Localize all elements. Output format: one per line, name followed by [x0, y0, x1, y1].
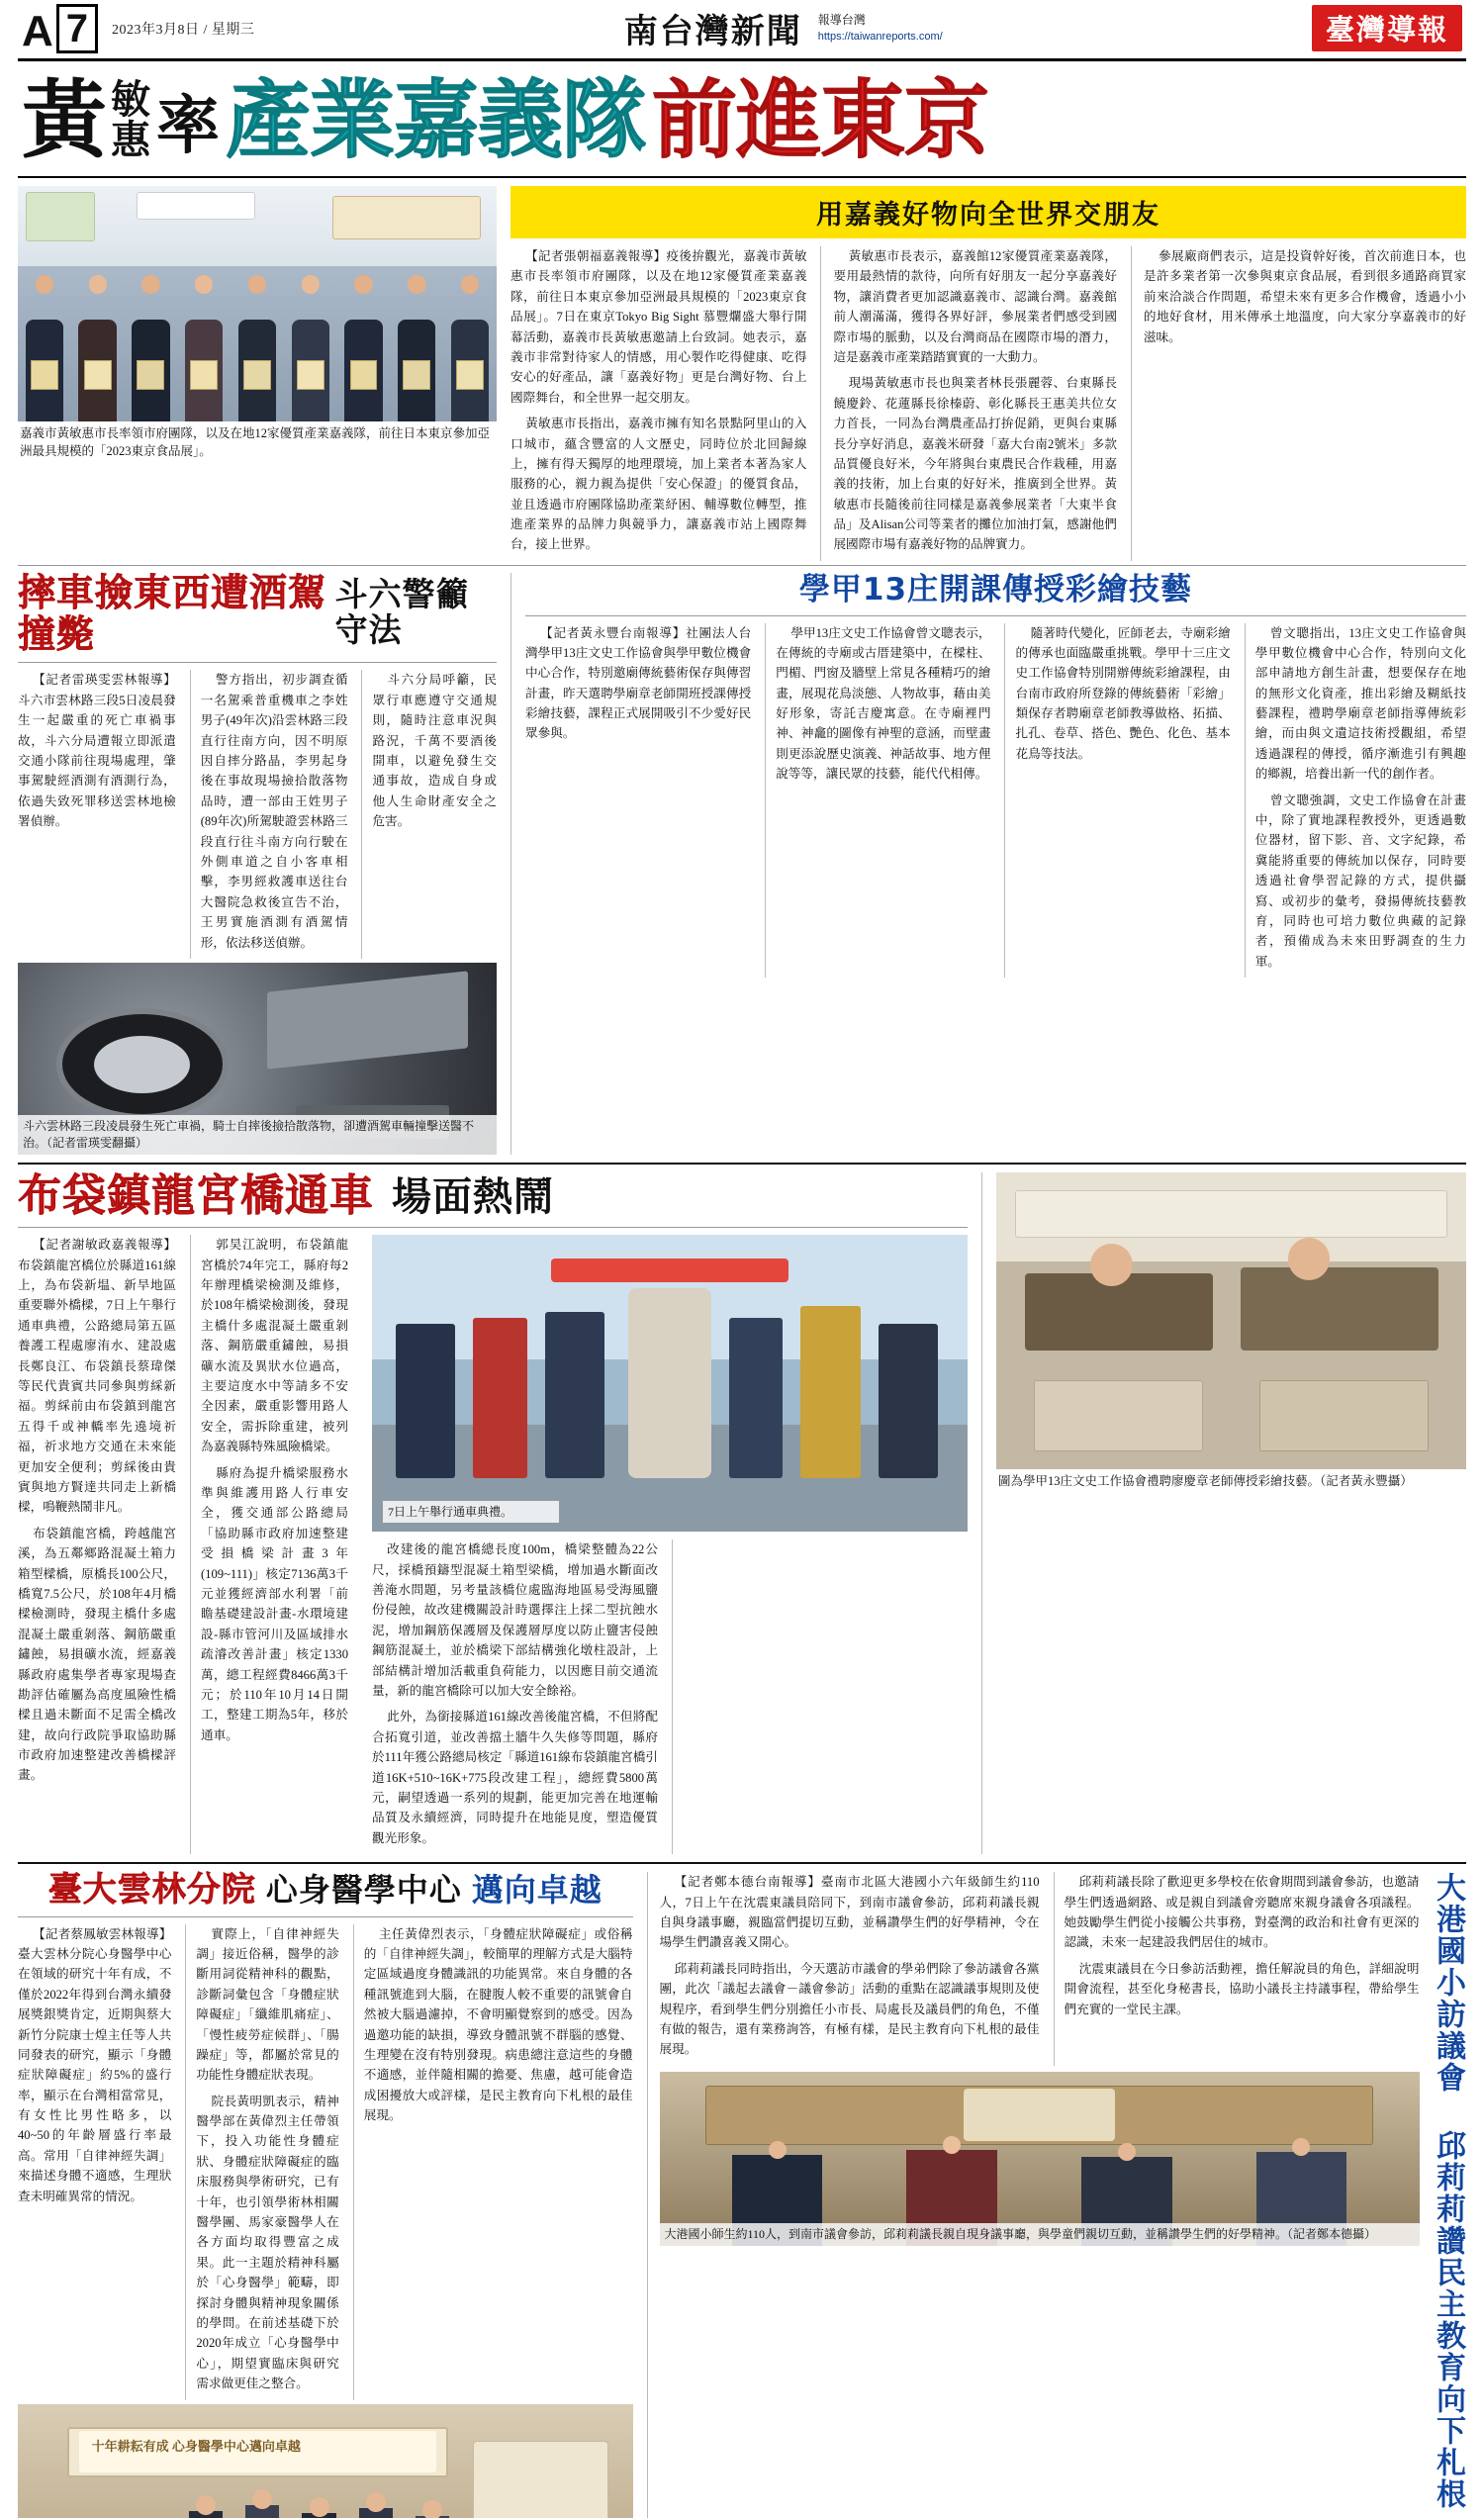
- bridge-paragraph: 布袋鎮龍宮橋，跨越龍宮溪，為五鄰鄉路混凝土箱力箱型樑橋，原橋長100公尺，橋寬7.5公尺，於108年4月橋樑檢測時，發現主橋什多處混凝土嚴重剝落、鋼筋嚴重鏽蝕，易損礦水流，經嘉義縣政府處集學者專家現場查勘評估確屬為高度風險性橋樑且過未斷面不足需全橋改建，故向行政院爭取協助縣市政府加速整建改善橋樑評畫。: [18, 1526, 176, 1783]
- bridge-column-4: [672, 1539, 968, 1854]
- school-column-1: [660, 1872, 1040, 2066]
- crash-photo-caption: 斗六雲林路三段凌晨發生死亡車禍，騎士自摔後撿拾散落物，卻遭酒駕車輛撞擊送醫不治。（記者雷瑛雯翻攝）: [18, 1115, 497, 1155]
- calligraphy-headline: 學甲13庄開課傳授彩繪技藝: [798, 571, 1193, 607]
- lead-paragraph: 黃敏惠市長表示，嘉義館12家優質產業嘉義隊，要用最熱情的款待，向所有好朋友一起分享嘉義好物，讓消費者更加認識嘉義市、認識台灣。嘉義館前人潮滿滿，獲得各界好評，參展業者們感受到國際市場的脈動，以及台灣商品在國際市場的潛力，這是嘉義市產業踏踏實實的一大動力。: [833, 249, 1117, 364]
- calligraphy-paragraph: 曾文聰強調，文史工作協會在計畫中，除了實地課程教授外，更透過數位器材，留下影、音、文字紀錄，希冀能將重要的傳統加以保存，同時要透過社會學習記錄的方式，提供攝寫、或初步的彙考，發揚傳統技藝教育，同時也可培力數位典藏的記錄者，預備成為未來田野調查的生力軍。: [1254, 793, 1466, 969]
- crash-photo: [18, 963, 497, 1155]
- issue-date: 2023年3月8日 / 星期三: [112, 22, 255, 38]
- ntu-paragraph: 【記者蔡鳳敏雲林報導】臺大雲林分院心身醫學中心在領域的研究十年有成，不僅於2022年得到台灣永續發展獎銀獎肯定，近期與蔡大新竹分院康士煌主任等人共同發表的研究，顯示「身體症狀障礙症」約5%的盛行率，顯示在台灣相當常見，有女性比男性略多，以40~50的年齡層盛行率最高。常用「自律神經失調」來描述身體不適感，生理狀查未明確異常的情況。: [18, 1926, 172, 2203]
- calligraphy-column-1: [525, 623, 751, 979]
- ntu-headline-black: 心身醫學中心: [265, 1871, 462, 1910]
- drunk-paragraph: 【記者雷瑛雯雲林報導】斗六市雲林路三段5日凌晨發生一起嚴重的死亡車禍事故，斗六分局遭報立即派遣交通小隊前往現場處理，肇事駕駛經酒測有酒測行為，依過失致死罪移送雲林地檢署偵辦。: [18, 673, 176, 829]
- calligraphy-story: [510, 573, 1466, 1155]
- bridge-paragraph: 郭昊江說明，布袋鎮龍宮橋於74年完工，縣府每2年辦理橋梁檢測及維修，於108年橋梁檢測後，發現主橋什多處混凝土嚴重剝落、鋼筋嚴重鏽蝕，易損礦水流及異狀水位過高，主要這度水中等請多不安全因素，嚴重影響用路人安全，需拆除重建，被列為嘉義縣特殊風險橋梁。: [201, 1238, 348, 1454]
- newspaper-logo: 臺灣導報: [1312, 5, 1462, 51]
- drunk-headline-black: 斗六警籲守法: [334, 574, 470, 650]
- calligraphy-paragraph: 曾文聰指出，13庄文史工作協會與學甲數位機會中心合作，特別向文化部申請地方創生計畫，想要保存在地的無形文化資產，推出彩繪及糊紙技藝課程，禮聘學廟章老師指導傳統彩繪，而由與文遺這技術授觀組，希望透過課程的傳授，循序漸進引有興趣的鄉親，培養出新一代的創作者。: [1254, 625, 1466, 782]
- ntu-column-1: [18, 1924, 171, 2400]
- bridge-paragraph: 縣府為提升橋梁服務水準與維護用路人行車安全，獲交通部公路總局「協助縣市政府加速整建受損橋梁計畫3年(109~111)」核定7136萬3千元並獲經濟部水利署「前瞻基礎建設計畫-水環境建設-縣市管河川及區域排水疏濬改善計畫」核定1330萬，總工程經費8466萬3千元；於110年10月14日開工，整建工期為5年，移於通車。: [201, 1465, 348, 1742]
- school-visit-headline: 大港國小訪議會 邱莉莉讚民主教育向下札根: [1431, 1872, 1465, 2511]
- bridge-row: [18, 1169, 1466, 1854]
- lead-photo-block: [18, 186, 497, 561]
- ntu-paragraph: 實際上，「自律神經失調」接近俗稱，醫學的診斷用詞從精神科的觀點，診斷詞彙包含「身體症狀障礙症」「纖維肌痛症」、「慢性疲勞症候群」、「腸躁症」等，都屬於常見的功能性身體症狀表現。: [196, 1926, 339, 2083]
- drunk-paragraph: 斗六分局呼籲，民眾行車應遵守交通規則，隨時注意車況與路況，千萬不要酒後開車，以避免發生交通事故，造成自身或他人生命財產安全之危害。: [372, 673, 497, 829]
- bridge-photo: [372, 1235, 968, 1532]
- ntu-paragraph: 主任黃偉烈表示，「身體症狀障礙症」或俗稱的「自律神經失調」，較簡單的理解方式是大腦特定區域過度身體識訊的功能異常。來自身體的各種訊號進到大腦，在腱腹人較不重要的訊號會自然被大腦過濾掉，不會明顯覺察到的感受。因為過邀功能的缺損，導致身體訊號不群腦的感覺、生理變在沒有特別發現。病患總注意這些的身體不適感，並伴隨相關的擔憂、焦慮，越可能會造成困擾放大或評樣，是民主教育向下札根的最佳展現。: [363, 1926, 633, 2123]
- masthead: [18, 0, 1466, 61]
- ntu-paragraph: 院長黃明凱表示，精神醫學部在黃偉烈主任帶領下，投入功能性身體症狀、身體症狀障礙症的臨床服務與學術研究，已有十年，也引領學術林相關醫學團、馬家豪醫學人在各方面均取得豐富之成果。此一主題於精神科屬於「心身醫學」範疇，即探討身體與精神現象關係的學問。在前述基礎下於2020年成立「心身醫學中心」，期望實臨床與研究需求做更佳之整合。: [196, 2094, 339, 2391]
- drunk-driving-story: [18, 570, 497, 1155]
- lead-column-1: [510, 246, 806, 561]
- school-paragraph: 邱莉莉議長除了歡迎更多學校在依會期間到議會參訪，也邀請學生們透過網路、或是親自到議會旁聽席來親身議會各項議程。她鼓勵學生們從小接觸公共事務，對臺灣的政治和社會有更深的認識，未來一起建設我們居住的城市。: [1064, 1875, 1420, 1950]
- ntu-column-3: [353, 1924, 633, 2400]
- lead-column-2: [820, 246, 1116, 561]
- drunk-paragraph: 警方指出，初步調查循一名駕乘普重機車之李姓男子(49年次)沿雲林路三段直行往南方向，因不明原因自摔分路晶，李男起身後在事故現場撿拾散落物品時，遭一部由王姓男子(89年次)所駕駛證雲林路三段直行往斗南方向行駛在外側車道之自小客車相擊，李男經救護車送往台大醫院急救後宣告不治，王男實施酒測有酒駕情形，依法移送偵辦。: [200, 673, 348, 950]
- classroom-photo-block: [981, 1172, 1466, 1854]
- school-visit-photo: [660, 2072, 1420, 2246]
- bridge-paragraph: 【記者謝敏政嘉義報導】布袋鎮龍宮橋位於縣道161線上，為布袋新塭、新旱地區重要聯外橋樑，7日上午舉行通車典禮，公路總局第五區養護工程處廖洧水、建設處長鄭良江、布袋鎮長蔡瑋傑等民代貴賓共同參與剪綵新福。剪綵前由布袋鎮到龍宮五得千或神轎率先遶境祈福，祈求地方交通在未來能更加安全便利；剪綵後由貴賓與地方賢達共同走上新橋樑，鳴鞭熱鬧非凡。: [18, 1238, 176, 1515]
- lead-paragraph: 黃敏惠市長指出，嘉義市擁有知名景點阿里山的入口城市，蘊含豐富的人文歷史，同時位於北回歸線上，擁有得天獨厚的地理環境，加上業者本著為家人服務的心，親力親為提供「安心保證」的優質食品，並且透過市府團隊協助產業紓困、輔導數位轉型，推進產業界的品牌力與競爭力，讓嘉義市站上國際舞台，接上世界。: [510, 417, 807, 552]
- publisher-name: 報導台灣: [817, 13, 866, 28]
- calligraphy-column-4: [1245, 623, 1466, 979]
- bridge-column-3: [372, 1539, 658, 1854]
- classroom-photo: [996, 1172, 1466, 1469]
- drunk-column-1: [18, 670, 176, 958]
- calligraphy-paragraph: 隨著時代變化，匠師老去，寺廟彩繪的傳承也面臨嚴重挑戰。學甲十三庄文史工作協會特別開辦傳統彩繪課程，由台南市政府所登錄的傳統藝術「彩繪」類保存者聘廟章老師教導做格、拓描、扎孔、卷草、搭色、艷色、化色、基本花鳥等技法。: [1015, 625, 1231, 761]
- headline-stacked-name: [111, 77, 150, 163]
- ntu-headline-red: 臺大雲林分院: [47, 1870, 256, 1911]
- school-visit-story: [647, 1872, 1467, 2518]
- drunk-column-3: [361, 670, 497, 958]
- headline-stack-bottom: 惠: [111, 118, 150, 163]
- ntu-headline-blue: 邁向卓越: [471, 1871, 603, 1910]
- school-column-2: [1054, 1872, 1420, 2066]
- calligraphy-column-2: [765, 623, 990, 979]
- ntu-columns: [18, 1924, 633, 2400]
- middle-row: [18, 570, 1466, 1155]
- page-badge: [22, 4, 98, 53]
- bridge-headline-black: 場面熱鬧: [392, 1173, 554, 1220]
- calligraphy-columns: [525, 623, 1466, 979]
- bridge-photo-caption: 7日上午舉行通車典禮。: [382, 1500, 560, 1525]
- bridge-photo-column: [362, 1235, 968, 1854]
- lead-text-area: [510, 186, 1466, 561]
- lead-story: [18, 186, 1466, 561]
- lead-paragraph: 現場黃敏惠市長也與業者林長張麗蓉、台東縣長饒慶鈴、花蓮縣長徐榛蔚、彰化縣長王惠美共位女力首長，一同為台灣農產品打拚促銷，更與台東縣長分享好消息，嘉義米研發「嘉大台南2號米」多款品質優良好米，今年將與台東農民合作栽種，用嘉義的技術，加上台東的好好米，推廣到全世界。黃敏惠市長隨後前往同樣是嘉義參展業者「大東半食品」及Alisan公司等業者的攤位加油打氣，感謝他們展國際市場有嘉義好物的品牌實力。: [833, 376, 1117, 552]
- bridge-columns: [18, 1235, 968, 1854]
- headline-part-black: 黃: [22, 71, 105, 170]
- headline-part-red: 前進東京: [652, 71, 988, 170]
- page-label: A: [22, 6, 53, 55]
- ntu-column-2: [185, 1924, 338, 2400]
- bridge-column-2: [190, 1235, 348, 1854]
- ntu-photo: [18, 2404, 633, 2518]
- calligraphy-column-3: [1004, 623, 1230, 979]
- lead-paragraph: 參展廠商們表示，這是投資幹好後，首次前進日本，也是許多業者第一次參與東京食品展，看到很多通路商買家前來洽談合作問題，希望未來有更多合作機會，透過小小的地好食材，用米傳承土地溫度，向大家分享嘉義市的好滋味。: [1143, 249, 1466, 344]
- calligraphy-paragraph: 學甲13庄文史工作協會曾文聰表示，在傳統的寺廟或古厝建築中，在樑柱、門楣、門窗及牆壁上常見各種精巧的繪畫，展現花鳥淡態、人物故事，藉由美好形象，寄託吉慶寓意。在寺廟裡門神、神龕的圖像有神聖的意涵，而壁畫則更添說歷史演義、神話故事、地方俚說等等，讓民眾的技藝，能代代相傳。: [776, 625, 991, 782]
- headline-stack-top: 敏: [111, 77, 150, 124]
- publisher-info: [818, 11, 943, 46]
- bridge-headline-red: 布袋鎮龍宮橋通車: [18, 1169, 374, 1221]
- bridge-paragraph: 改建後的龍宮橋總長度100m，橋梁整體為22公尺，採橋預鑄型混凝土箱型梁橋，增加過水斷面改善淹水問題，另考量該橋位處臨海地區易受海風鹽份侵蝕，故改建機關設計時選擇注上採二型抗蝕水泥，增加鋼筋保護層及保護層厚度以防止鹽害侵蝕鋼筋混凝土，並於橋梁下部結構強化墩柱設計，上部結構計增加活載重負荷能力，以因應目前交通流量，新的龍宮橋除可以加大安全餘裕。: [372, 1542, 658, 1699]
- section-title: 南台灣新聞: [623, 14, 802, 50]
- lead-banner: 用嘉義好物向全世界交朋友: [510, 186, 1466, 238]
- school-visit-photo-caption: 大港國小師生約110人，到南市議會參訪，邱莉莉議長親自現身議事廳，與學童們親切互動，並稱讚學生們的好學精神。（記者鄭本德攝）: [660, 2223, 1420, 2246]
- main-headline: [18, 61, 1466, 178]
- publisher-url[interactable]: https://taiwanreports.com/: [817, 31, 943, 44]
- lead-column-3: [1131, 246, 1466, 561]
- headline-part-teal: 產業嘉義隊: [226, 71, 646, 170]
- bottom-row: [18, 1872, 1466, 2518]
- page-number: 7: [56, 4, 98, 53]
- school-paragraph: 沈震東議員在今日參訪活動裡，擔任解說員的角色，詳細說明開會流程，甚至化身秘書長，協助小議長主持議事程，帶給學生們充實的一堂民主課。: [1064, 1961, 1420, 2016]
- bridge-paragraph: 此外，為銜接縣道161線改善後龍宮橋，不但將配合拓寬引道，並改善擋土牆牛久失修等問題，縣府於111年獲公路總局核定「縣道161線布袋鎮龍宮橋引道16K+510~16K+775段改建工程」，總經費5800萬元，嗣望透過一系列的規劃，能更加完善在地運輸品質及永續經濟，同時提升在地能見度，塑造優質觀光形象。: [372, 1710, 658, 1845]
- bridge-story: [18, 1169, 968, 1854]
- classroom-photo-caption: 圖為學甲13庄文史工作協會禮聘廖慶章老師傳授彩繪技藝。（記者黃永豐攝）: [998, 1473, 1413, 1488]
- masthead-center: [268, 4, 1298, 52]
- drunk-columns: [18, 670, 497, 958]
- lead-photo-caption: 嘉義市黃敏惠市長率領市府團隊，以及在地12家優質產業嘉義隊，前往日本東京參加亞洲最具規模的「2023東京食品展」。: [20, 426, 491, 459]
- drunk-column-2: [190, 670, 348, 958]
- school-paragraph: 【記者鄭本德台南報導】臺南市北區大港國小六年級師生約110人，7日上午在沈震東議員陪同下，到南市議會參訪，邱莉莉議長親自與身議事廳，親臨當們提切互動，並稱讚學生們的好學精神，令在場學生們讚喜義又開心。: [659, 1875, 1040, 1950]
- ntu-story: [18, 1872, 633, 2518]
- calligraphy-paragraph: 【記者黃永豐台南報導】社團法人台灣學甲13庄文史工作協會與學甲數位機會中心合作，特別邀廟傳統藝術保存與傳習計畫，昨天選聘學廟章老師開班授課傳授彩繪技藝，課程正式展開吸引不少愛好民眾參與。: [525, 625, 752, 741]
- lead-photo: [18, 186, 497, 421]
- school-paragraph: 邱莉莉議長同時指出，今天選訪市議會的學弟們除了參訪議會各黨團，此次「議起去議會－議會參訪」活動的重點在認識議事規則及使規程序，看到學生們分別擔任小市長、局處長及議員們的角色，不僅有做的報告，還有業務詢答，有極有樣，是民主教育向下札根的最佳展現。: [659, 1961, 1040, 2057]
- lead-paragraph: 【記者張朝福嘉義報導】疫後拚觀光，嘉義市黃敏惠市長率領市府團隊，以及在地12家優質產業嘉義隊，前往日本東京參加亞洲最具規模的「2023東京食品展」。7日在東京Tokyo Big Sight 慕豐爛盛大舉行開幕活動，嘉義市長黃敏惠邀請上台致詞。她表示，嘉義市非常對待家人的情感，用心製作吃得健康、吃得安心的好產品，讓「嘉義好物」更是台灣好物、台上國際舞台，和全世界一起交朋友。: [510, 249, 807, 405]
- bridge-column-1: [18, 1235, 176, 1854]
- ntu-photo-banner: 十年耕耘有成 心身醫學中心邁向卓越: [91, 2439, 301, 2455]
- drunk-headline-red: 摔車撿東西遭酒駕撞斃: [18, 570, 327, 656]
- headline-verb: 率: [156, 91, 220, 161]
